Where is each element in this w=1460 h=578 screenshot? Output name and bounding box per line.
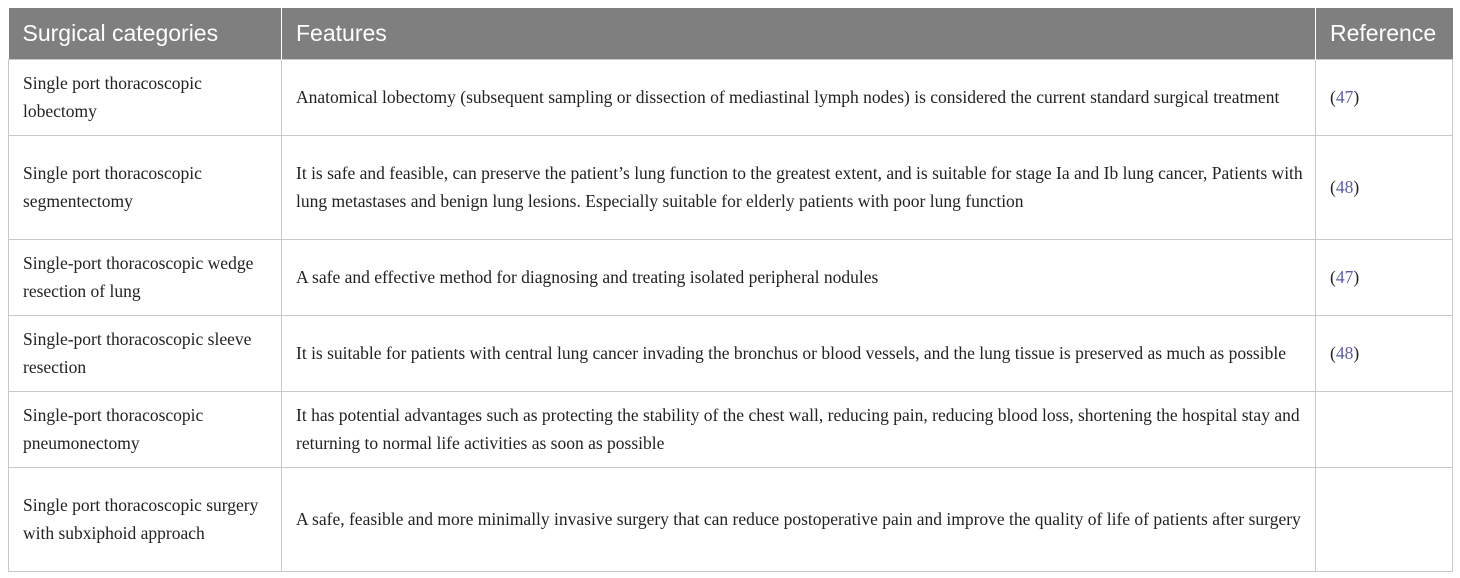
reference-link[interactable]: 47 (1335, 267, 1354, 287)
features-cell: It is suitable for patients with central lung cancer invading the bronchus or blood vessels, and the lung tissue is preserved as much as possible (282, 315, 1316, 391)
reference-cell: (47) (1316, 239, 1453, 315)
table-body (9, 59, 1453, 571)
table-row (9, 239, 1453, 315)
category-cell: Single port thoracoscopic lobectomy (9, 59, 282, 135)
features-cell: Anatomical lobectomy (subsequent sampling or dissection of mediastinal lymph nodes) is considered the current standard surgical treatment (282, 59, 1316, 135)
reference-cell: (48) (1316, 135, 1453, 239)
reference-link[interactable]: 48 (1335, 343, 1354, 363)
reference-link[interactable]: 48 (1335, 177, 1354, 197)
reference-cell (1316, 391, 1453, 467)
category-cell: Single port thoracoscopic surgery with subxiphoid approach (9, 467, 282, 571)
reference-cell (1316, 467, 1453, 571)
table-row (9, 391, 1453, 467)
features-cell: It is safe and feasible, can preserve the patient’s lung function to the greatest extent, and is suitable for stage Ia and Ib lung cancer, Patients with lung metastases and benign lung lesions. Especially suitable for elderly patients with poor lung function (282, 135, 1316, 239)
header-features: Features (282, 8, 1316, 59)
header-row (9, 8, 1453, 59)
category-cell: Single-port thoracoscopic sleeve resection (9, 315, 282, 391)
header-surgical-categories: Surgical categories (9, 8, 282, 59)
header-reference: Reference (1316, 8, 1453, 59)
category-cell: Single-port thoracoscopic pneumonectomy (9, 391, 282, 467)
features-cell: A safe and effective method for diagnosing and treating isolated peripheral nodules (282, 239, 1316, 315)
features-cell: It has potential advantages such as protecting the stability of the chest wall, reducing pain, reducing blood loss, shortening the hospital stay and returning to normal life activities as soon as possible (282, 391, 1316, 467)
table-row (9, 135, 1453, 239)
data-table (8, 8, 1453, 572)
reference-link[interactable]: 47 (1335, 87, 1354, 107)
category-cell: Single port thoracoscopic segmentectomy (9, 135, 282, 239)
surgical-categories-table (8, 8, 1452, 572)
features-cell: A safe, feasible and more minimally invasive surgery that can reduce postoperative pain and improve the quality of life of patients after surgery (282, 467, 1316, 571)
table-row (9, 467, 1453, 571)
table-row (9, 315, 1453, 391)
table-row (9, 59, 1453, 135)
category-cell: Single-port thoracoscopic wedge resection of lung (9, 239, 282, 315)
table-header (9, 8, 1453, 59)
reference-cell: (48) (1316, 315, 1453, 391)
reference-cell: (47) (1316, 59, 1453, 135)
